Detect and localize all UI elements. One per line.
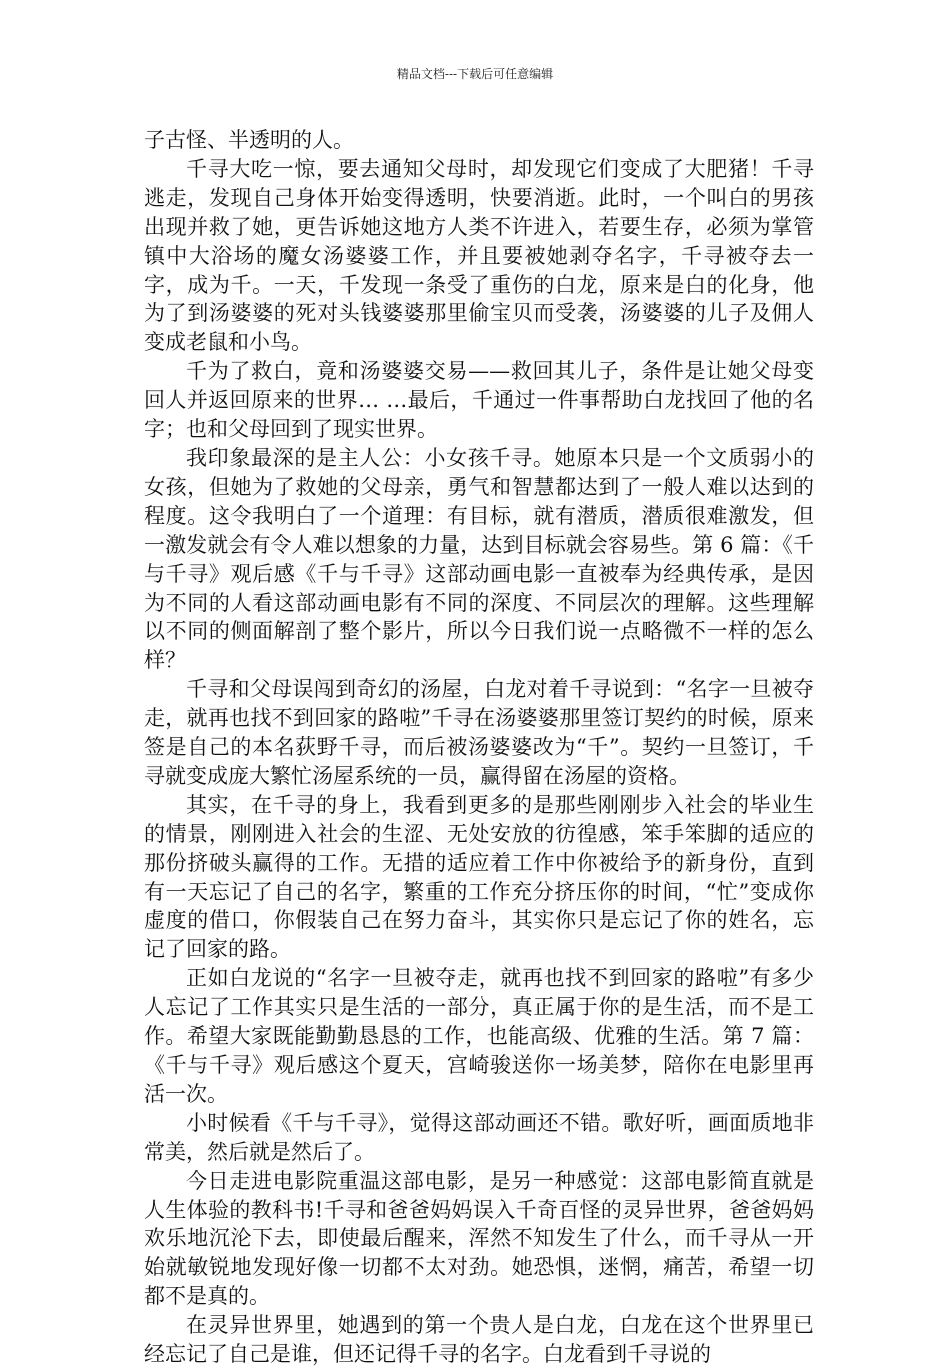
paragraph: 千寻大吃一惊，要去通知父母时，却发现它们变成了大肥猪！千寻逃走，发现自己身体开始变得透明，快要消逝。此时，一个叫白的男孩出现并救了她，更告诉她这地方人类不许进入，若要生存，必须为掌管镇中大浴场的魔女汤婆婆工作，并且要被她剥夺名字，千寻被夺去一字，成为千。一天，千发现一条受了重伤的白龙，原来是白的化身，他为了到汤婆婆的死对头钱婆婆那里偷宝贝而受袭，汤婆婆的儿子及佣人变成老鼠和小鸟。 <box>144 156 814 355</box>
paragraph: 其实，在千寻的身上，我看到更多的是那些刚刚步入社会的毕业生的情景，刚刚进入社会的生涩、无处安放的彷徨感，笨手笨脚的适应的那份挤破头赢得的工作。无措的适应着工作中你被给予的新身份，直到有一天忘记了自己的名字，繁重的工作充分挤压你的时间，“忙”变成你虚度的借口，你假装自己在努力奋斗，其实你只是忘记了你的姓名，忘记了回家的路。 <box>144 792 814 962</box>
page-header: 精品文档---下载后可任意编辑 <box>396 67 554 81</box>
paragraph: 正如白龙说的“名字一旦被夺走，就再也找不到回家的路啦”有多少人忘记了工作其实只是生活的一部分，真正属于你的是生活，而不是工作。希望大家既能勤勤恳恳的工作，也能高级、优雅的生活。第 7 篇：《千与千寻》观后感这个夏天，宫崎骏送你一场美梦，陪你在电影里再活一次。 <box>144 966 814 1106</box>
paragraph: 我印象最深的是主人公：小女孩千寻。她原本只是一个文质弱小的女孩，但她为了救她的父母亲，勇气和智慧都达到了一般人难以达到的程度。这令我明白了一个道理：有目标，就有潜质，潜质很难激发，但一激发就会有令人难以想象的力量，达到目标就会容易些。第 6 篇：《千与千寻》观后感《千与千寻》这部动画电影一直被奉为经典传承，是因为不同的人看这部动画电影有不同的深度、不同层次的理解。这些理解以不同的侧面解剖了整个影片，所以今日我们说一点略微不一样的怎么样？ <box>144 445 814 673</box>
paragraph: 小时候看《千与千寻》，觉得这部动画还不错。歌好听，画面质地非常美，然后就是然后了。 <box>144 1110 814 1164</box>
paragraph: 在灵异世界里，她遇到的第一个贵人是白龙，白龙在这个世界里已经忘记了自己是谁，但还记得千寻的名字。白龙看到千寻说的 <box>144 1313 814 1367</box>
paragraph: 千寻和父母误闯到奇幻的汤屋，白龙对着千寻说到：“名字一旦被夺走，就再也找不到回家的路啦”千寻在汤婆婆那里签订契约的时候，原来签是自己的本名荻野千寻，而后被汤婆婆改为“千”。契约一旦签订，千寻就变成庞大繁忙汤屋系统的一员，赢得留在汤屋的资格。 <box>144 677 814 788</box>
paragraph: 子古怪、半透明的人。 <box>144 128 354 152</box>
document-body <box>144 126 814 1369</box>
paragraph: 今日走进电影院重温这部电影，是另一种感觉：这部电影简直就是人生体验的教科书!千寻和爸爸妈妈误入千奇百怪的灵异世界，爸爸妈妈欢乐地沉沦下去，即使最后醒来，浑然不知发生了什么，而千寻从一开始就敏锐地发现好像一切都不太对劲。她恐惧，迷惘，痛苦，希望一切都不是真的。 <box>144 1168 814 1309</box>
paragraph: 千为了救白，竟和汤婆婆交易——救回其儿子，条件是让她父母变回人并返回原来的世界… …最后，千通过一件事帮助白龙找回了他的名字；也和父母回到了现实世界。 <box>144 359 814 442</box>
